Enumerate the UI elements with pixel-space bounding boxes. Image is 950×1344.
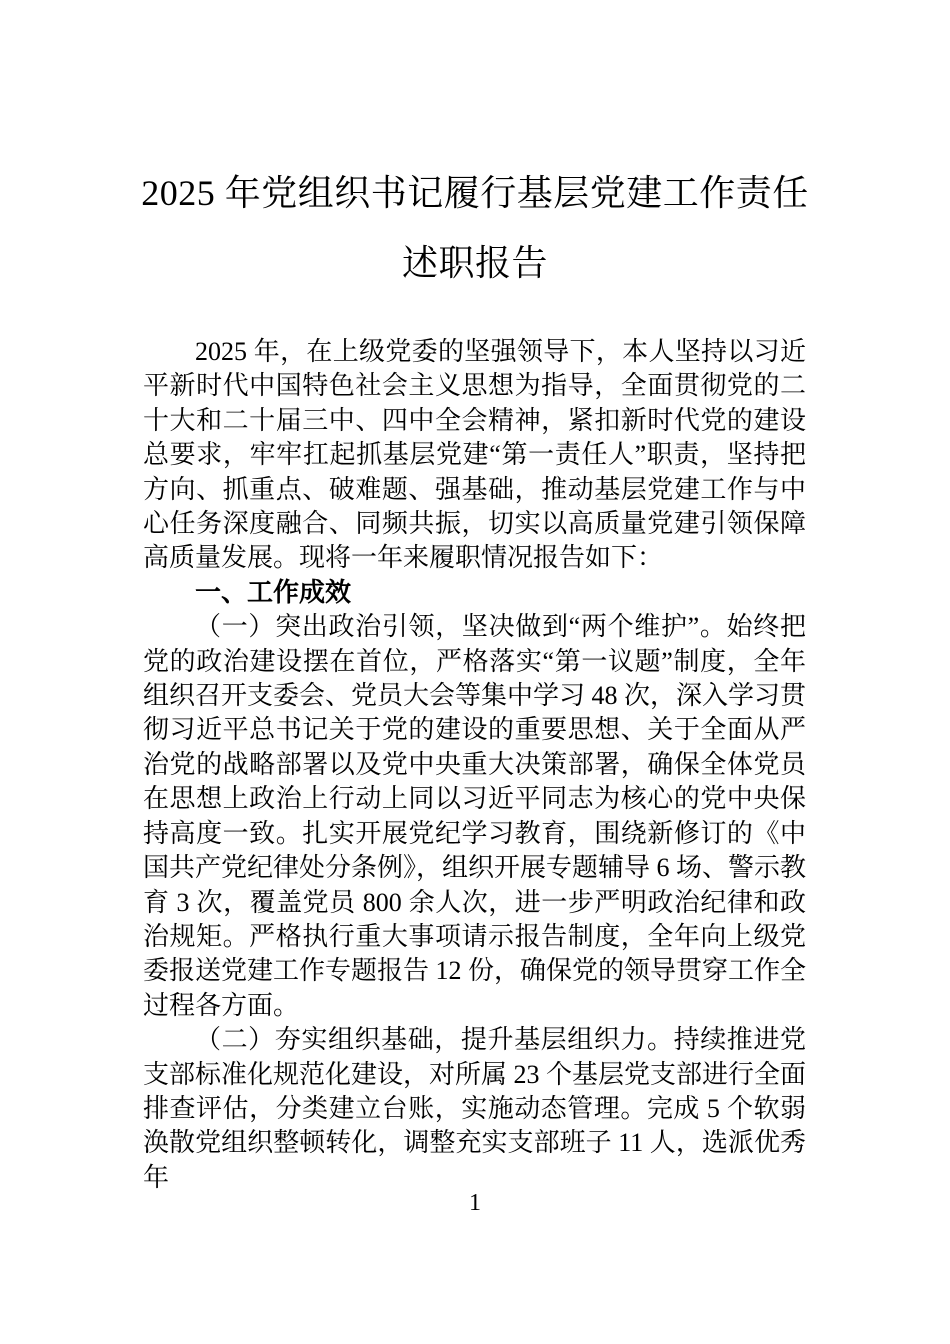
paragraph-section-1-political-leadership: （一）突出政治引领，坚决做到“两个维护”。始终把党的政治建设摆在首位，严格落实“第一议题”制度，全年组织召开支委会、党员大会等集中学习 48 次，深入学习贯彻习近平总书记关于党的建设的重要思想、关于全面从严治党的战略部署以及党中央重大决策部署，确保全体党员在思想上政治上行动上同以习近平同志为核心的党中央保持高度一致。扎实开展党纪学习教育，围绕新修订的《中国共产党纪律处分条例》，组织开展专题辅导 6 场、警示教育 3 次，覆盖党员 800 余人次，进一步严明政治纪律和政治规矩。严格执行重大事项请示报告制度，全年向上级党委报送党建工作专题报告 12 份，确保党的领导贯穿工作全过程各方面。 xyxy=(143,612,807,1020)
document-title xyxy=(100,158,850,298)
page-number: 1 xyxy=(469,1190,481,1216)
paragraph-intro: 2025 年，在上级党委的坚强领导下，本人坚持以习近平新时代中国特色社会主义思想为指导，全面贯彻党的二十大和二十届三中、四中全会精神，紧扣新时代党的建设总要求，牢牢扛起抓基层党建“第一责任人”职责，坚持把方向、抓重点、破难题、强基础，推动基层党建工作与中心任务深度融合、同频共振，切实以高质量党建引领保障高质量发展。现将一年来履职情况报告如下： xyxy=(143,337,806,573)
paragraph-section-2-organizational-foundation: （二）夯实组织基础，提升基层组织力。持续推进党支部标准化规范化建设，对所属 23 个基层党支部进行全面排查评估，分类建立台账，实施动态管理。完成 5 个软弱涣散党组织整顿转化，调整充实支部班子 11 人，选派优秀年 xyxy=(143,1025,807,1192)
document-title-line-2: 述职报告 xyxy=(401,243,548,283)
section-heading-work-results: 一、工作成效 xyxy=(195,577,352,607)
document-body xyxy=(143,335,806,1195)
document-title-line-1: 2025 年党组织书记履行基层党建工作责任 xyxy=(141,173,809,213)
